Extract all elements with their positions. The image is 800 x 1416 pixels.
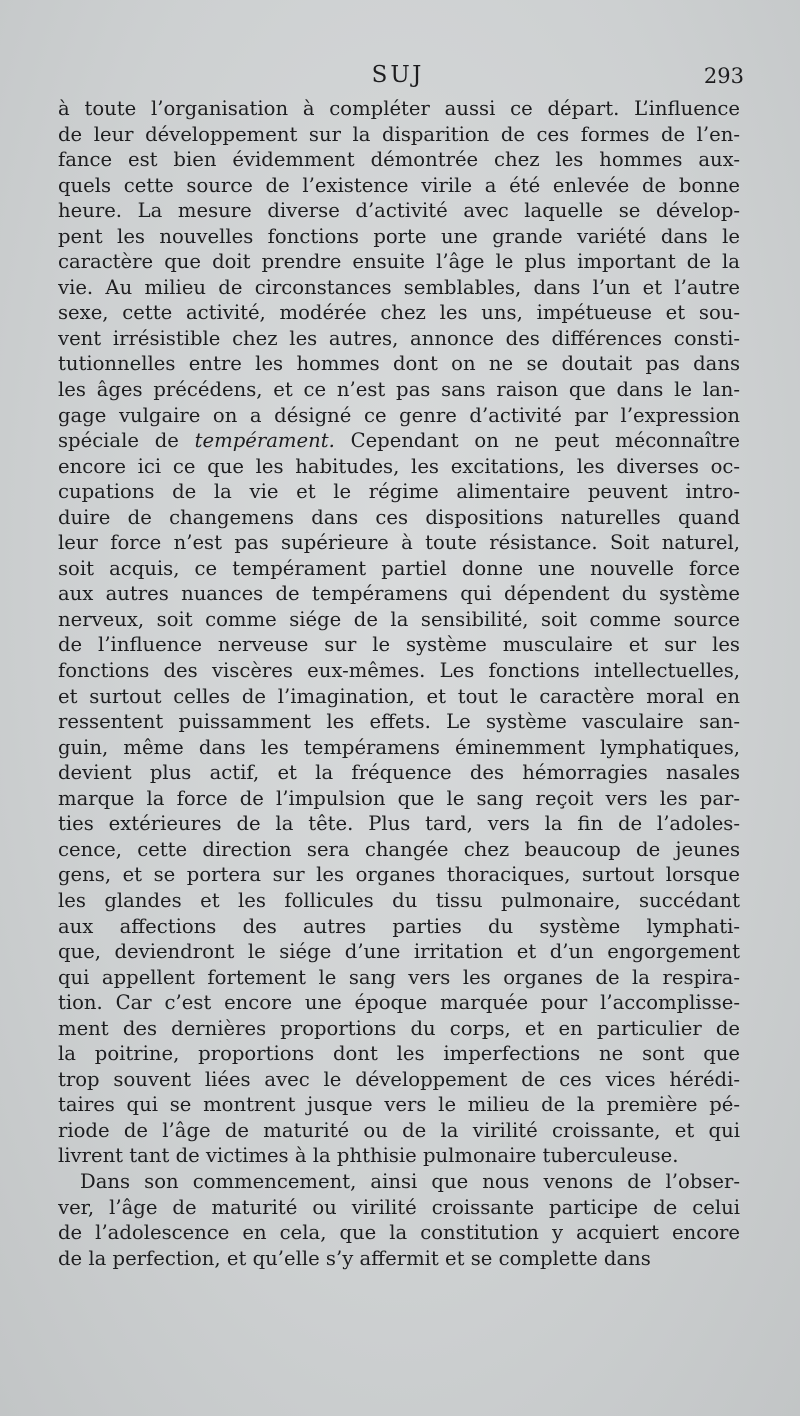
- text-line: trop souvent liées avec le développement de ces vices hérédi-: [58, 1067, 740, 1091]
- text-line: encore ici ce que les habitudes, les excitations, les diverses oc-: [58, 454, 740, 478]
- text-line: quels cette source de l’existence virile a été enlevée de bonne: [58, 173, 740, 197]
- text-line: nerveux, soit comme siége de la sensibilité, soit comme source: [58, 607, 740, 631]
- text-line: vie. Au milieu de circonstances semblables, dans l’un et l’autre: [58, 275, 740, 299]
- text-line: ment des dernières proportions du corps, et en particulier de: [58, 1016, 740, 1040]
- text-line: tutionnelles entre les hommes dont on ne se doutait pas dans: [58, 352, 740, 376]
- text-line: vent irrésistible chez les autres, annonce des différences consti-: [58, 326, 740, 350]
- page-number: 293: [703, 64, 744, 88]
- text-line: leur force n’est pas supérieure à toute résistance. Soit naturel,: [58, 531, 740, 555]
- text-line: duire de changemens dans ces dispositions naturelles quand: [58, 505, 740, 529]
- text-line: cence, cette direction sera changée chez beaucoup de jeunes: [58, 837, 740, 861]
- text-line: les âges précédens, et ce n’est pas sans raison que dans le lan-: [58, 378, 740, 402]
- emphasized-term: tempérament.: [194, 429, 335, 453]
- text-line: à toute l’organisation à compléter aussi ce départ. L’influence: [58, 97, 740, 120]
- paragraph: [58, 1169, 740, 1271]
- page-header: [58, 62, 744, 96]
- text-line: ties extérieures de la tête. Plus tard, vers la fin de l’adoles-: [58, 812, 740, 836]
- text-line: qui appellent fortement le sang vers les organes de la respira-: [58, 965, 740, 989]
- text-line: que, deviendront le siége d’une irritation et d’un engorgement: [58, 940, 740, 964]
- text-line: de leur développement sur la disparition de ces formes de l’en-: [58, 122, 740, 146]
- text-line: gens, et se portera sur les organes thoraciques, surtout lorsque: [58, 863, 740, 887]
- text-line: tion. Car c’est encore une époque marquée pour l’accomplisse-: [58, 991, 740, 1015]
- text-line: fonctions des viscères eux-mêmes. Les fonctions intellectuelles,: [58, 659, 740, 683]
- text-line: pent les nouvelles fonctions porte une grande variété dans le: [58, 224, 740, 248]
- text-line: Dans son commencement, ainsi que nous venons de l’obser-: [80, 1169, 740, 1193]
- text-line: devient plus actif, et la fréquence des hémorragies nasales: [58, 761, 740, 785]
- text-line: soit acquis, ce tempérament partiel donne une nouvelle force: [58, 556, 740, 580]
- text-line: et surtout celles de l’imagination, et tout le caractère moral en: [58, 684, 740, 708]
- text-line: riode de l’âge de maturité ou de la virilité croissante, et qui: [58, 1118, 740, 1142]
- text-line: de la perfection, et qu’elle s’y affermit et se complette dans: [58, 1246, 651, 1270]
- text-line: aux affections des autres parties du système lymphati-: [58, 914, 740, 938]
- text-line: cupations de la vie et le régime alimentaire peuvent intro-: [58, 480, 740, 504]
- text-line: taires qui se montrent jusque vers le milieu de la première pé-: [58, 1093, 740, 1117]
- text-line: ressentent puissamment les effets. Le système vasculaire san-: [58, 710, 740, 734]
- text-line: spéciale de tempérament. Cependant on ne peut méconnaître: [58, 429, 740, 453]
- text-line: ver, l’âge de maturité ou virilité croissante participe de celui: [58, 1195, 740, 1219]
- text-line: sexe, cette activité, modérée chez les uns, impétueuse et sou-: [58, 301, 740, 325]
- text-line: la poitrine, proportions dont les imperfections ne sont que: [58, 1042, 740, 1066]
- body-text: [58, 96, 740, 1271]
- text-line: heure. La mesure diverse d’activité avec laquelle se dévelop-: [58, 199, 740, 223]
- text-line: gage vulgaire on a désigné ce genre d’activité par l’expression: [58, 403, 740, 427]
- text-line: fance est bien évidemment démontrée chez les hommes aux-: [58, 148, 740, 172]
- text-line: guin, même dans les tempéramens éminemment lymphatiques,: [58, 735, 740, 759]
- text-line: aux autres nuances de tempéramens qui dépendent du système: [58, 582, 740, 606]
- text-line: marque la force de l’impulsion que le sang reçoit vers les par-: [58, 786, 740, 810]
- text-line: de l’influence nerveuse sur le système musculaire et sur les: [58, 633, 740, 657]
- text-line: livrent tant de victimes à la phthisie pulmonaire tuberculeuse.: [58, 1144, 679, 1168]
- text-line: les glandes et les follicules du tissu pulmonaire, succédant: [58, 888, 740, 912]
- text-line: caractère que doit prendre ensuite l’âge le plus important de la: [58, 250, 740, 274]
- text-line: de l’adolescence en cela, que la constitution y acquiert encore: [58, 1221, 740, 1245]
- running-head: SUJ: [371, 62, 425, 88]
- paragraph: [58, 96, 740, 1169]
